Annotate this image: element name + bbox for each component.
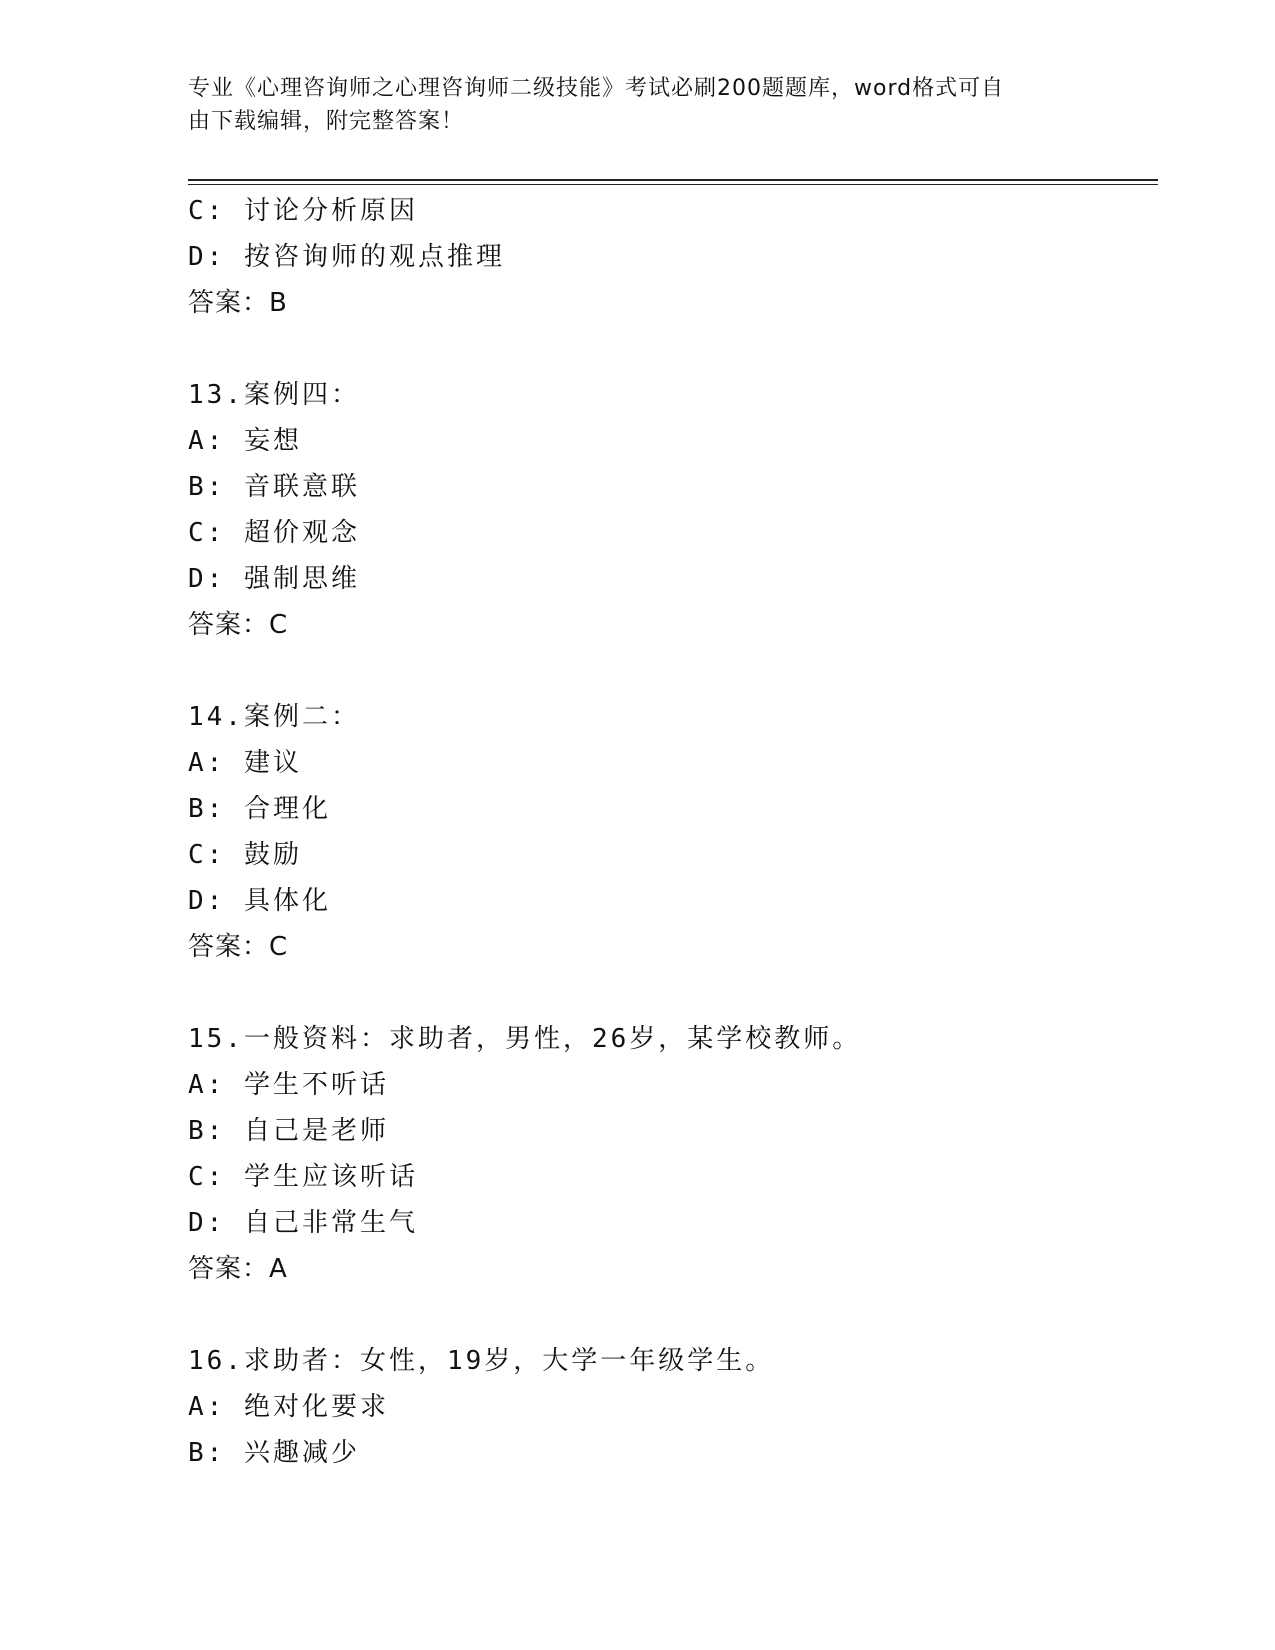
- option-d: D: 强制思维: [188, 564, 360, 594]
- option-b: B: 音联意联: [188, 472, 360, 502]
- question-partial: [188, 188, 1148, 326]
- header-line-2: 由下载编辑，附完整答案！: [188, 109, 465, 134]
- question-13: [188, 372, 1148, 648]
- spacer: [188, 326, 1148, 372]
- answer-text: 答案：C: [188, 932, 289, 962]
- question-15: [188, 1016, 1148, 1292]
- option-a: A: 学生不听话: [188, 1070, 389, 1100]
- question-stem: 16.求助者：女性，19岁，大学一年级学生。: [188, 1346, 775, 1376]
- answer-text: 答案：A: [188, 1254, 288, 1284]
- header-divider-thick: [188, 179, 1158, 181]
- option-b: B: 兴趣减少: [188, 1438, 360, 1468]
- answer-text: 答案：C: [188, 610, 289, 640]
- question-stem: 15.一般资料：求助者，男性，26岁，某学校教师。: [188, 1024, 862, 1054]
- option-c: C: 讨论分析原因: [188, 196, 418, 226]
- header-divider-thin: [188, 184, 1158, 185]
- option-d: D: 按咨询师的观点推理: [188, 242, 505, 272]
- answer-text: 答案：B: [188, 288, 288, 318]
- question-16: [188, 1338, 1148, 1476]
- question-14: [188, 694, 1148, 970]
- option-b: B: 自己是老师: [188, 1116, 389, 1146]
- option-a: A: 妄想: [188, 426, 302, 456]
- document-header: [188, 72, 1068, 138]
- option-b: B: 合理化: [188, 794, 331, 824]
- option-c: C: 超价观念: [188, 518, 360, 548]
- header-line-1: 专业《心理咨询师之心理咨询师二级技能》考试必刷200题题库，word格式可自: [188, 76, 1005, 101]
- question-stem: 14.案例二：: [188, 702, 360, 732]
- option-a: A: 绝对化要求: [188, 1392, 389, 1422]
- question-list: [188, 188, 1148, 1476]
- option-d: D: 自己非常生气: [188, 1208, 418, 1238]
- question-stem: 13.案例四：: [188, 380, 360, 410]
- option-c: C: 鼓励: [188, 840, 302, 870]
- option-c: C: 学生应该听话: [188, 1162, 418, 1192]
- spacer: [188, 648, 1148, 694]
- spacer: [188, 970, 1148, 1016]
- option-a: A: 建议: [188, 748, 302, 778]
- spacer: [188, 1292, 1148, 1338]
- option-d: D: 具体化: [188, 886, 331, 916]
